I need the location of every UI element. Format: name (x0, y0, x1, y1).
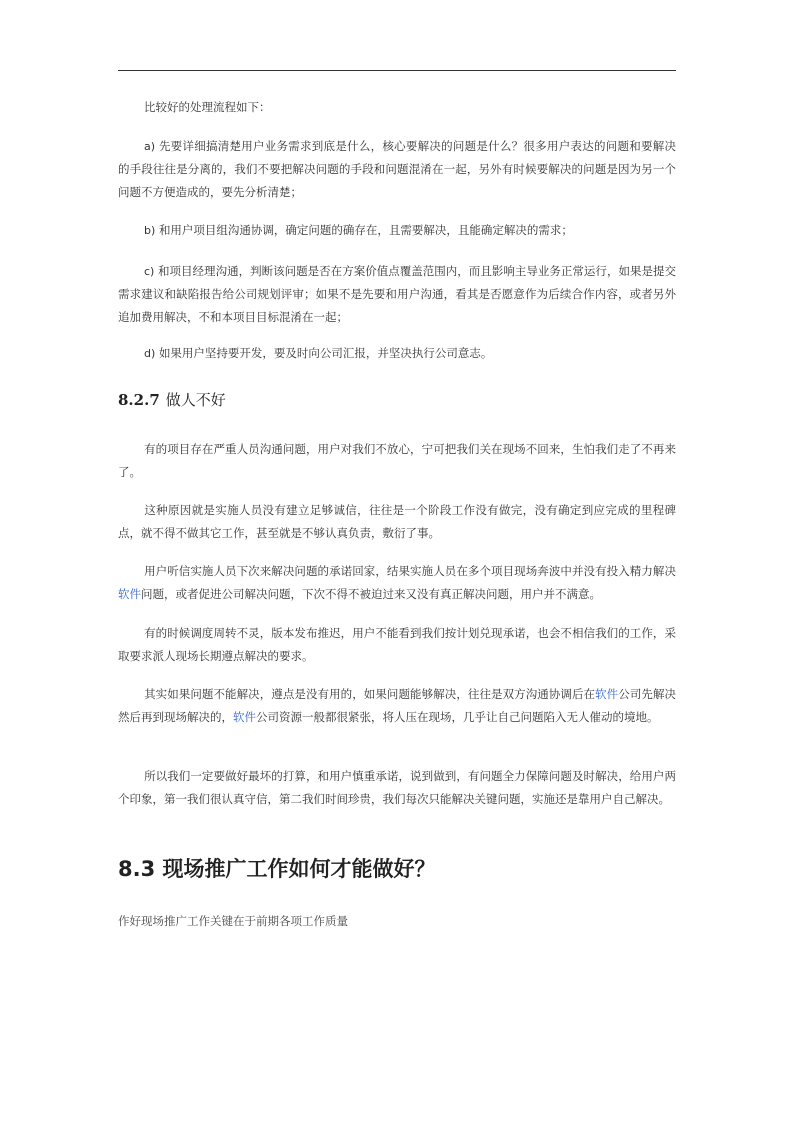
paragraph-2: 这种原因就是实施人员没有建立足够诚信，往往是一个阶段工作没有做完，没有确定到应完成的里程碑点，就不得不做其它工作，甚至就是不够认真负责，敷衍了事。 (118, 503, 676, 540)
truncated-line: 作好现场推广工作关键在于前期各项工作质量 (118, 914, 348, 928)
paragraph-4: 有的时候调度周转不灵，版本发布推迟，用户不能看到我们按计划兑现承诺，也会不相信我们的工作，采取要求派人现场长期遵点解决的要求。 (118, 626, 676, 663)
intro-text: 比较好的处理流程如下： (144, 100, 271, 114)
paragraph-3: 用户听信实施人员下次来解决问题的承诺回家，结果实施人员在多个项目现场奔波中并没有投入精力解决软件问题，或者促进公司解决问题，下次不得不被迫过来又没有真正解决问题，用户并不满意。 (118, 564, 676, 601)
step-a: a) 先要详细搞清楚用户业务需求到底是什么，核心要解决的问题是什么？很多用户表达的问题和要解决的手段往往是分离的，我们不要把解决问题的手段和问题混淆在一起，另外有时候要解决的问题是因为另一个问题不方便造成的，要先分析清楚； (118, 139, 677, 199)
step-c: c) 和项目经理沟通，判断该问题是否在方案价值点覆盖范围内，而且影响主导业务正常运行，如果是提交需求建议和缺陷报告给公司规划评审；如果不是先要和用户沟通，看其是否愿意作为后续合作内容，或者另外追加费用解决，不和本项目目标混淆在一起； (118, 264, 676, 324)
software-link[interactable]: 软件 (595, 687, 619, 701)
section-heading-83: 8.3 现场推广工作如何才能做好？ (118, 857, 436, 881)
header-rule (118, 70, 676, 71)
paragraph-1: 有的项目存在严重人员沟通问题，用户对我们不放心，宁可把我们关在现场不回来，生怕我们走了不再来了。 (118, 442, 676, 479)
software-link[interactable]: 软件 (233, 710, 256, 724)
paragraph-6: 所以我们一定要做好最坏的打算，和用户慎重承诺，说到做到，有问题全力保障问题及时解决，给用户两个印象，第一我们很认真守信，第二我们时间珍贵，我们每次只能解决关键问题，实施还是靠用户自己解决。 (118, 769, 676, 806)
step-d: d) 如果用户坚持要开发，要及时向公司汇报，并坚决执行公司意志。 (144, 346, 493, 360)
section-heading-827: 8.2.7 做人不好 (118, 391, 226, 409)
step-b: b) 和用户项目组沟通协调，确定问题的确存在，且需要解决，且能确定解决的需求； (144, 223, 573, 237)
paragraph-5: 其实如果问题不能解决，遵点是没有用的，如果问题能够解决，往往是双方沟通协调后在软件公司先解决然后再到现场解决的，软件公司资源一般都很紧张，将人压在现场，几乎让自己问题陷入无人催动的境地。 (118, 687, 677, 724)
software-link[interactable]: 软件 (118, 587, 141, 601)
